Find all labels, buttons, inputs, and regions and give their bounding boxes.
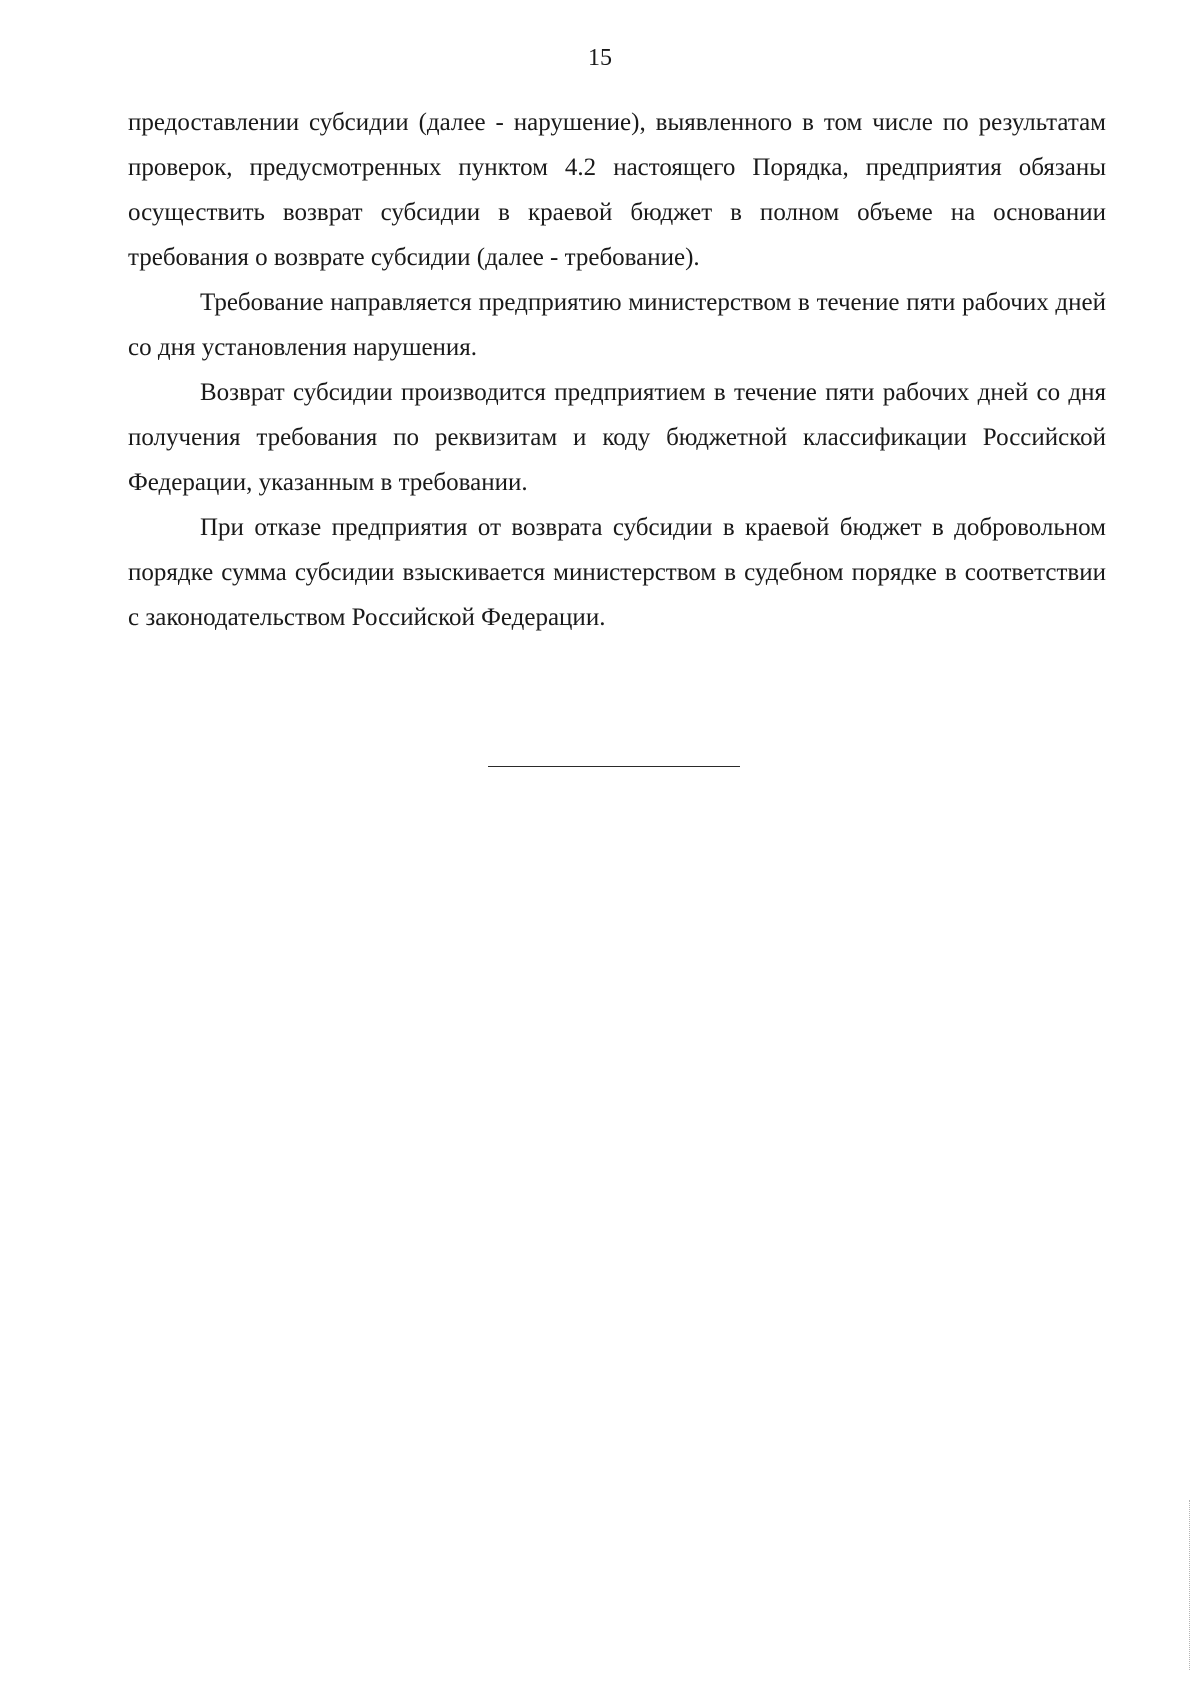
paragraph-requirement-notice: Требование направляется предприятию министерством в течение пяти рабочих дней со дня установления нарушения. — [128, 289, 1106, 361]
paragraph-refusal: При отказе предприятия от возврата субсидии в краевой бюджет в добровольном порядке сумма субсидии взыскивается министерством в судебном порядке в соответствии с законодательством Российской Федерации. — [128, 514, 1106, 631]
scan-edge-mark — [1189, 1500, 1190, 1670]
document-body — [128, 100, 1106, 640]
page-number: 15 — [588, 45, 612, 71]
paragraph-subsidy-return: Возврат субсидии производится предприятием в течение пяти рабочих дней со дня получения требования по реквизитам и коду бюджетной классификации Российской Федерации, указанным в требовании. — [128, 379, 1106, 496]
end-of-document-rule — [488, 766, 740, 767]
paragraph-continuation: предоставлении субсидии (далее - нарушение), выявленного в том числе по результатам проверок, предусмотренных пунктом 4.2 настоящего Порядка, предприятия обязаны осуществить возврат субсидии в краевой бюджет в полном объеме на основании требования о возврате субсидии (далее - требование). — [128, 109, 1106, 271]
